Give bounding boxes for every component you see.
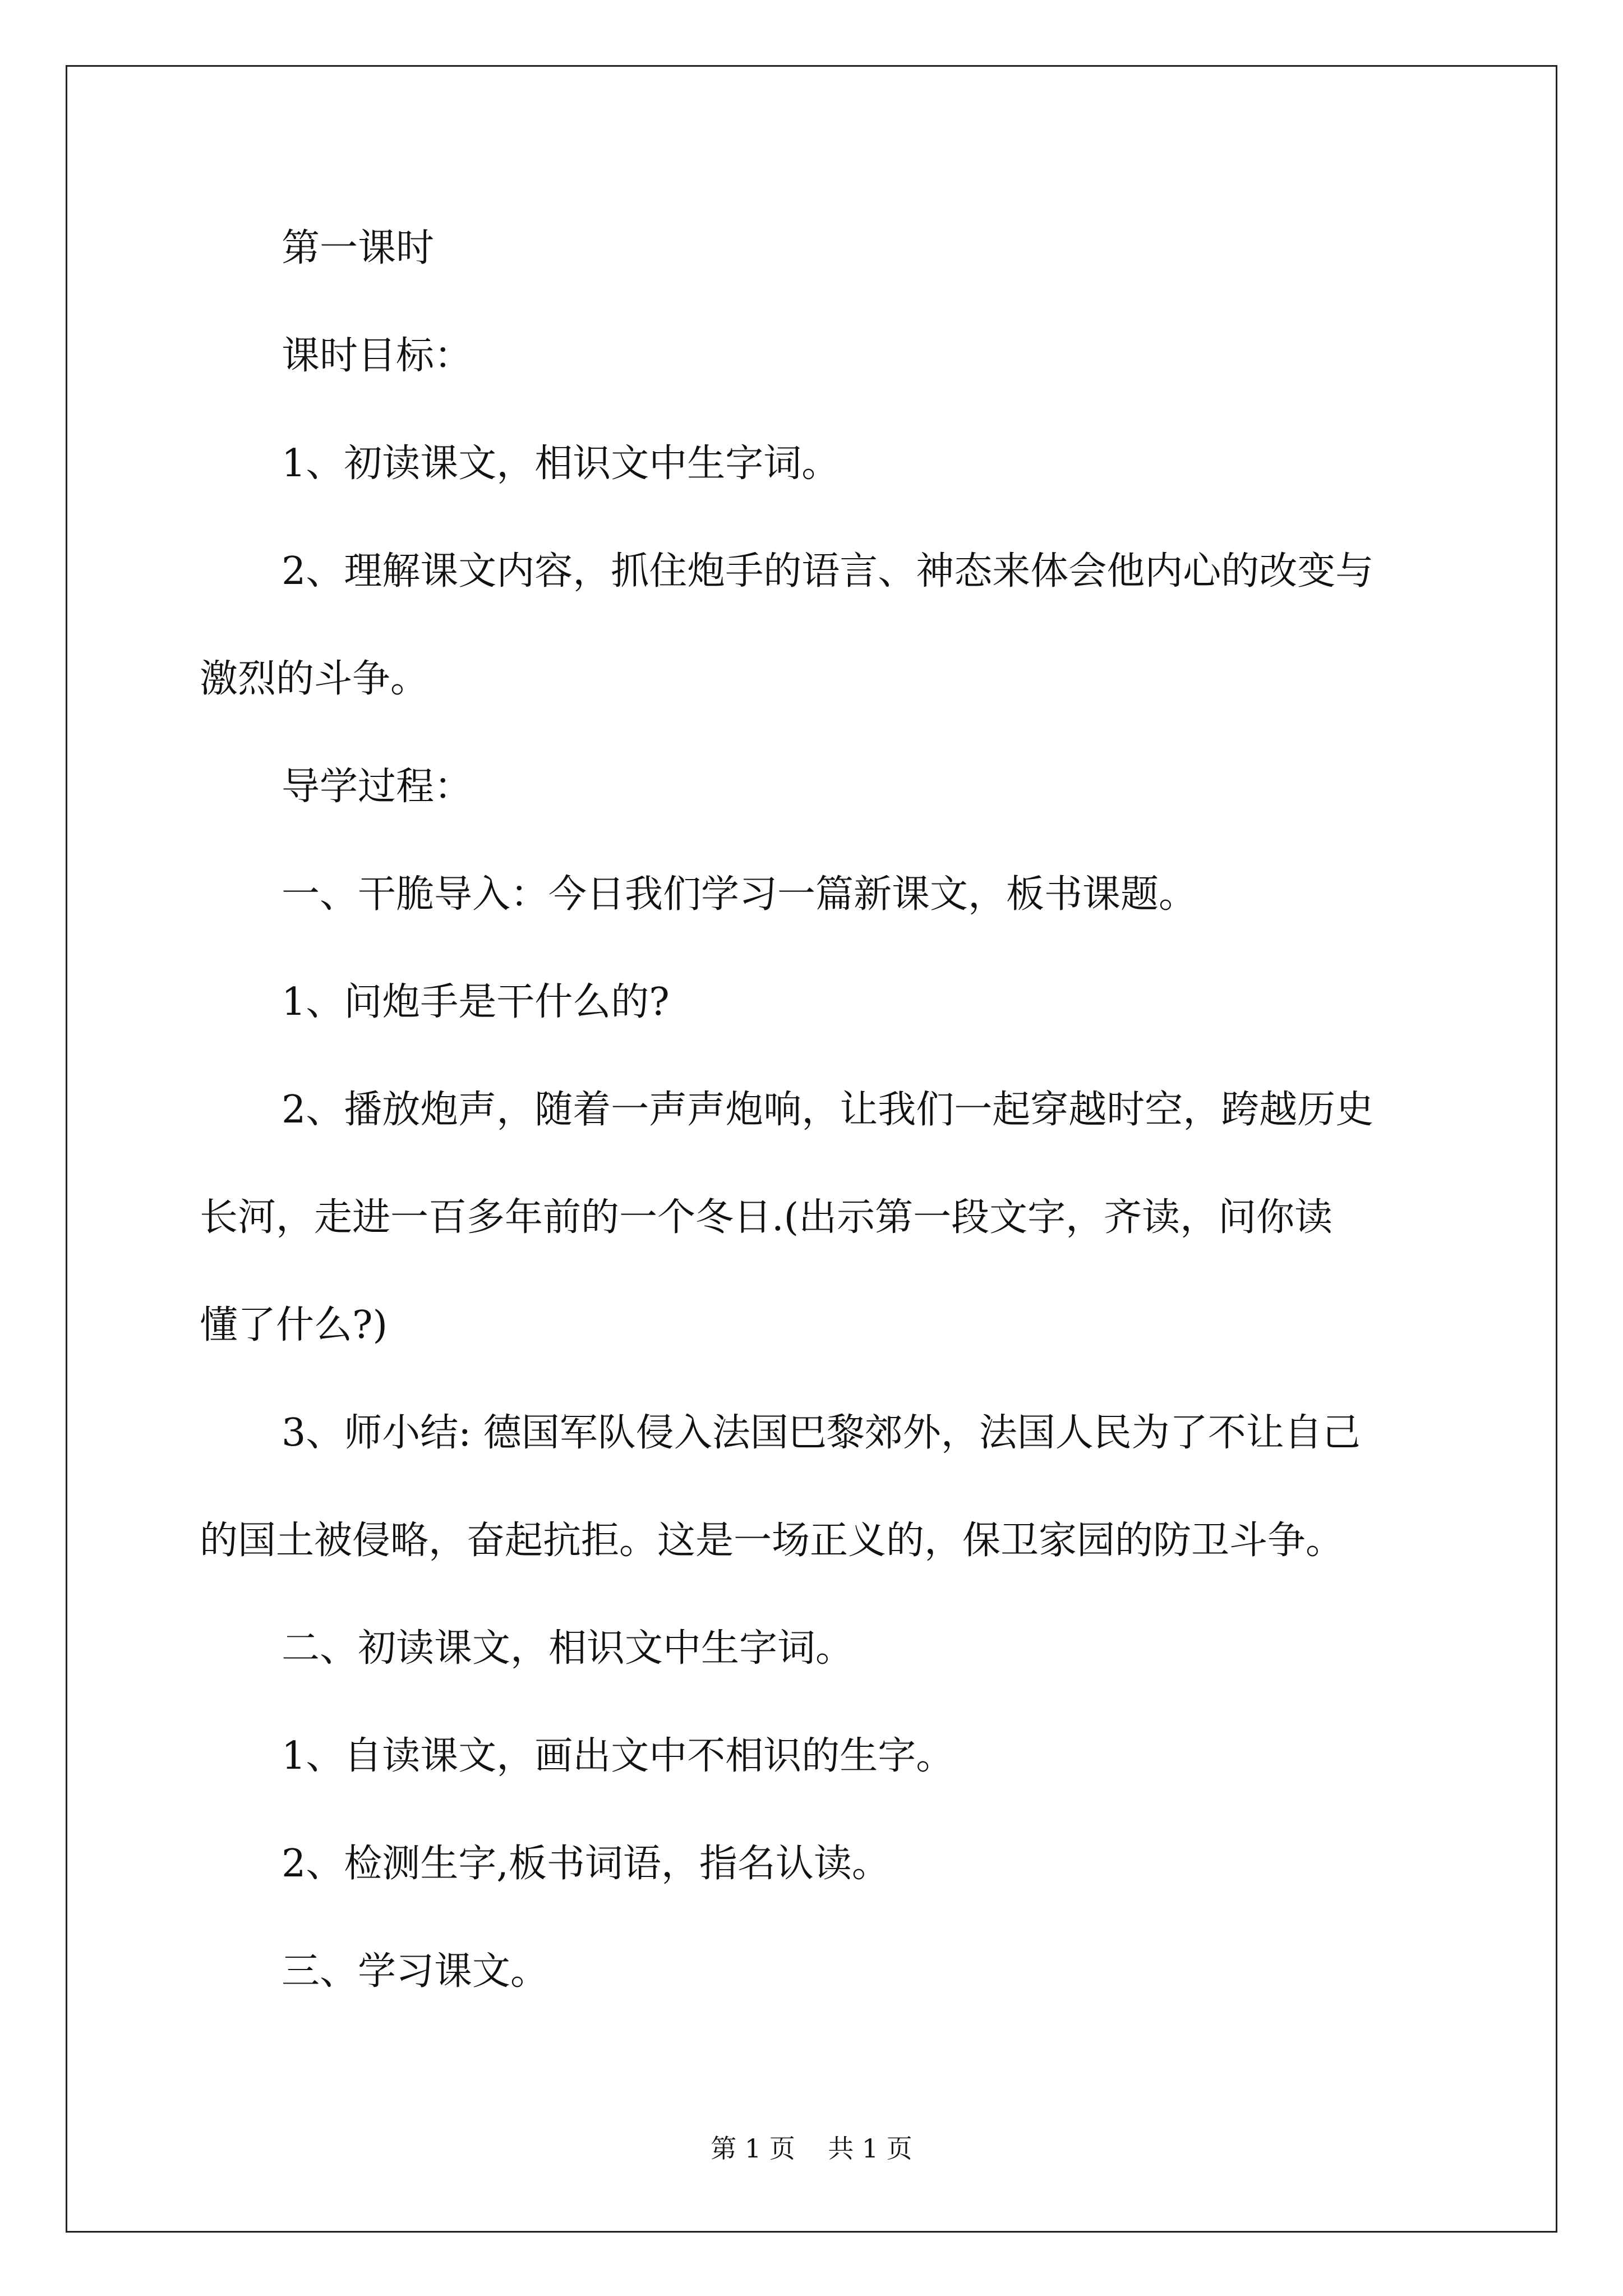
paragraph-process-heading <box>200 760 1428 814</box>
paragraph-lesson-title <box>200 222 1428 275</box>
text-line: 导学过程： <box>282 765 473 809</box>
paragraph-step-2 <box>200 1622 1428 1676</box>
text-line: 2、播放炮声，随着一声声炮响，让我们一起穿越时空，跨越历史 <box>282 1088 1374 1132</box>
text-line: 1、初读课文，相识文中生字词。 <box>282 441 840 486</box>
paragraph-step-1-3 <box>200 1406 1428 1568</box>
text-line: 1、自读课文，画出文中不相识的生字。 <box>282 1734 955 1778</box>
text-line: 三、学习课文。 <box>282 1949 549 1994</box>
page-footer: 第 1 页 共 1 页 <box>711 2133 912 2164</box>
paragraph-objectives-heading <box>200 329 1428 383</box>
text-line: 懂了什么?) <box>200 1303 388 1347</box>
text-line: 的国土被侵略，奋起抗拒。这是一场正义的，保卫家园的防卫斗争。 <box>200 1519 1344 1563</box>
paragraph-step-1 <box>200 868 1428 922</box>
paragraph-objective-2 <box>200 545 1428 706</box>
document-body <box>200 222 1428 1999</box>
text-line: 长河，走进一百多年前的一个冬日.(出示第一段文字，齐读，问你读 <box>200 1195 1333 1240</box>
text-line: 2、理解课文内容，抓住炮手的语言、神态来体会他内心的改变与 <box>282 549 1374 593</box>
text-line: 2、检测生字,板书词语，指名认读。 <box>282 1842 890 1886</box>
text-line: 第一课时 <box>282 226 435 270</box>
paragraph-step-3 <box>200 1945 1428 1999</box>
paragraph-objective-1 <box>200 437 1428 491</box>
text-line: 课时目标： <box>282 334 473 378</box>
paragraph-step-2-1 <box>200 1729 1428 1783</box>
text-line: 一、干脆导入：今日我们学习一篇新课文，板书课题。 <box>282 872 1197 917</box>
paragraph-step-1-1 <box>200 976 1428 1029</box>
paragraph-step-1-2 <box>200 1083 1428 1352</box>
text-line: 二、初读课文，相识文中生字词。 <box>282 1626 854 1671</box>
paragraph-step-2-2 <box>200 1837 1428 1891</box>
text-line: 激烈的斗争。 <box>200 657 429 701</box>
text-line: 1、问炮手是干什么的? <box>282 980 670 1024</box>
text-line: 3、师小结: 德国军队侵入法国巴黎郊外，法国人民为了不让自己 <box>282 1411 1361 1455</box>
